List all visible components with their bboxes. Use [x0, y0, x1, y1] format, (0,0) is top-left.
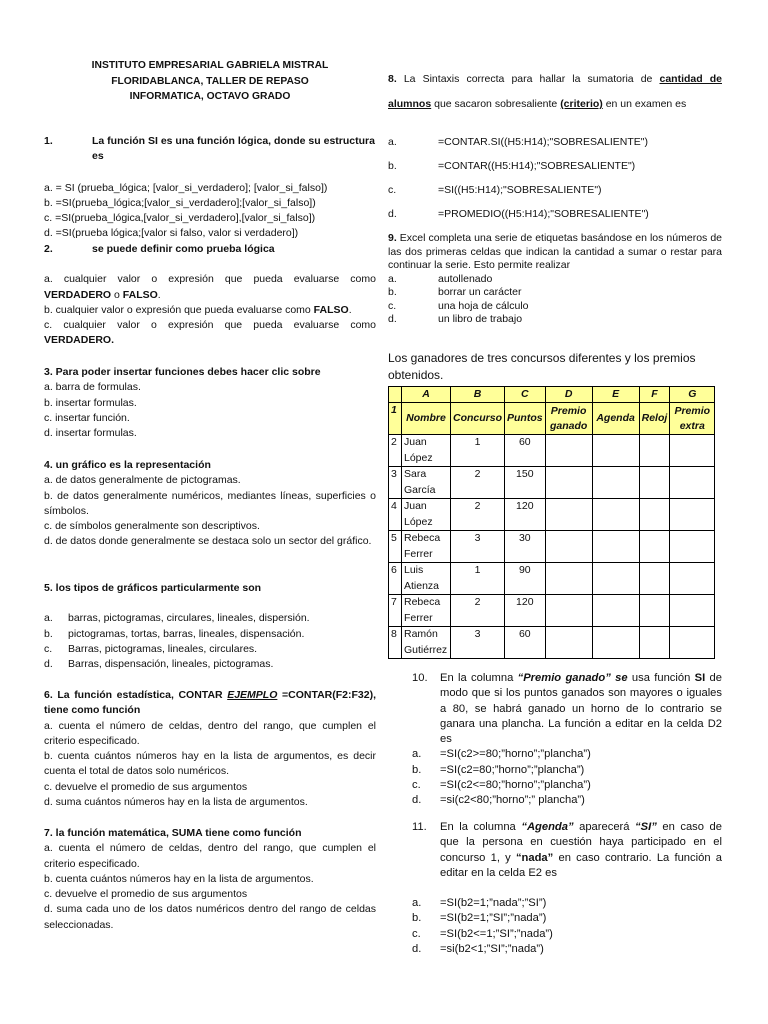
col-letter-c: C	[505, 387, 546, 403]
question-1	[44, 134, 376, 242]
header-puntos: Puntos	[505, 403, 546, 435]
q5-option-b: b. pictogramas, tortas, barras, lineales, dispensación.	[44, 627, 305, 640]
question-4-title: 4. un gráfico es la representación	[44, 459, 211, 471]
row-number: 5	[389, 531, 402, 563]
cell-premio-extra	[670, 627, 715, 659]
question-3	[44, 365, 376, 441]
cell-puntos: 60	[505, 627, 546, 659]
header-premio-ganado: Premio ganado	[545, 403, 592, 435]
header-reloj: Reloj	[639, 403, 670, 435]
cell-puntos: 120	[505, 499, 546, 531]
q8-option-d: d. =PROMEDIO((H5:H14);"SOBRESALIENTE")	[388, 208, 649, 220]
header-premio-extra: Premio extra	[670, 403, 715, 435]
q10-option-c: c. =SI(c2<=80;”horno”;”plancha”)	[412, 779, 591, 792]
header-line-2: FLORIDABLANCA, TALLER DE REPASO	[111, 75, 309, 87]
header-agenda: Agenda	[592, 403, 639, 435]
row-number: 8	[389, 627, 402, 659]
q2-option-a-cont: VERDADERO o FALSO.	[44, 288, 161, 301]
table-column-letters	[389, 387, 715, 403]
question-5	[44, 581, 376, 672]
q10-option-d: d. =si(c2<80;”horno”;” plancha”)	[412, 794, 585, 807]
cell-nombre: Luis Atienza	[402, 563, 451, 595]
q6-option-b: b. cuenta cuántos números hay en la lista de argumentos, es decir cuenta el total de datos solo numéricos.	[44, 750, 376, 778]
cell-reloj	[639, 595, 670, 627]
question-1-options	[44, 181, 376, 242]
q3-option-d: d. insertar formulas.	[44, 427, 137, 440]
q4-option-b: b. de datos generalmente numéricos, mediantes líneas, superficies o símbolos.	[44, 489, 376, 517]
q5-option-d: d. Barras, dispensación, lineales, pictogramas.	[44, 658, 274, 671]
col-letter-f: F	[639, 387, 670, 403]
cell-nombre: Ramón Gutiérrez	[402, 627, 451, 659]
question-2-text: se puede definir como prueba lógica	[92, 243, 275, 255]
cell-premio-extra	[670, 563, 715, 595]
cell-nombre: Juan López	[402, 499, 451, 531]
question-8	[388, 67, 722, 117]
q1-option-a: a. = SI (prueba_lógica; [valor_si_verdadero]; [valor_si_falso])	[44, 181, 328, 194]
header-concurso: Concurso	[451, 403, 505, 435]
q2-option-b: b. cualquier valor o expresión que pueda evaluarse como FALSO.	[44, 303, 352, 316]
q4-option-c: c. de símbolos generalmente son descriptivos.	[44, 520, 260, 533]
q3-option-a: a. barra de formulas.	[44, 381, 141, 394]
row-number: 3	[389, 467, 402, 499]
q11-option-c: c. =SI(b2<=1;”SI”;”nada”)	[412, 927, 553, 940]
q7-option-a: a. cuenta el número de celdas, dentro del rango, que cumplen el criterio especificado.	[44, 842, 376, 870]
cell-agenda	[592, 499, 639, 531]
header-nombre: Nombre	[402, 403, 451, 435]
cell-premio-ganado	[545, 467, 592, 499]
cell-premio-ganado	[545, 627, 592, 659]
q6-option-c: c. devuelve el promedio de sus argumentos	[44, 780, 248, 793]
cell-puntos: 90	[505, 563, 546, 595]
q7-option-d: d. suma cada uno de los datos numéricos dentro del rango de celdas seleccionadas.	[44, 903, 376, 931]
question-6	[44, 688, 376, 810]
question-3-title: 3. Para poder insertar funciones debes hacer clic sobre	[44, 366, 321, 378]
q10-option-a: a. =SI(c2>=80;”horno”;”plancha”)	[412, 748, 591, 761]
q11-option-a: a. =SI(b2=1;”nada”;”SI”)	[412, 897, 547, 910]
cell-concurso: 3	[451, 627, 505, 659]
cell-reloj	[639, 531, 670, 563]
question-11	[412, 820, 722, 957]
q3-option-c: c. insertar función.	[44, 411, 130, 424]
cell-premio-ganado	[545, 531, 592, 563]
row-number: 7	[389, 595, 402, 627]
q8-option-a: a. =CONTAR.SI((H5:H14);"SOBRESALIENTE")	[388, 136, 649, 148]
q2-option-c-cont: VERDADERO.	[44, 334, 115, 347]
cell-puntos: 60	[505, 435, 546, 467]
q6-option-a: a. cuenta el número de celdas, dentro del rango, que cumplen el criterio especificado.	[44, 719, 376, 747]
table-row	[389, 595, 715, 627]
q5-option-a: a. barras, pictogramas, circulares, lineales, dispersión.	[44, 612, 310, 625]
row-number: 2	[389, 435, 402, 467]
question-2-options	[44, 272, 376, 348]
cell-premio-ganado	[545, 595, 592, 627]
q9-option-d: d. un libro de trabajo	[388, 313, 523, 325]
cell-agenda	[592, 435, 639, 467]
q4-option-a: a. de datos generalmente de pictogramas.	[44, 474, 241, 487]
q9-option-c: c. una hoja de cálculo	[388, 299, 529, 312]
question-8-options	[388, 130, 722, 226]
q1-option-b: b. =SI(prueba_lógica;[valor_si_verdadero];[valor_si_falso])	[44, 196, 316, 209]
cell-premio-ganado	[545, 499, 592, 531]
table-row	[389, 467, 715, 499]
cell-premio-extra	[670, 499, 715, 531]
cell-premio-extra	[670, 467, 715, 499]
document-header	[44, 58, 376, 105]
q8-option-c: c. =SI((H5:H14);"SOBRESALIENTE")	[388, 184, 602, 196]
cell-agenda	[592, 467, 639, 499]
corner-cell	[389, 387, 402, 403]
question-2-number: 2.	[44, 243, 53, 255]
question-5-title: 5. los tipos de gráficos particularmente son	[44, 582, 262, 594]
header-line-1: INSTITUTO EMPRESARIAL GABRIELA MISTRAL	[91, 60, 329, 71]
cell-agenda	[592, 531, 639, 563]
table-row	[389, 531, 715, 563]
question-11-text: 11. En la columna “Agenda” aparecerá “SI” en caso de que la persona en cuestión haya participado en el concurso 1, y “nada” en caso contrario. La función a editar en la celda E2 es	[412, 821, 722, 879]
question-1-number: 1.	[44, 135, 53, 147]
col-letter-a: A	[402, 387, 451, 403]
question-6-title: 6. La función estadística, CONTAR EJEMPLO =CONTAR(F2:F32), tiene como función	[44, 689, 376, 717]
cell-reloj	[639, 563, 670, 595]
cell-premio-ganado	[545, 435, 592, 467]
cell-premio-extra	[670, 531, 715, 563]
question-2-title	[44, 242, 376, 257]
cell-agenda	[592, 595, 639, 627]
cell-nombre: Rebeca Ferrer	[402, 595, 451, 627]
cell-concurso: 3	[451, 531, 505, 563]
question-10	[412, 671, 722, 809]
cell-agenda	[592, 627, 639, 659]
col-letter-b: B	[451, 387, 505, 403]
table-caption: Los ganadores de tres concursos diferentes y los premios obtenidos.	[388, 351, 696, 382]
question-2	[44, 242, 376, 349]
cell-concurso: 1	[451, 563, 505, 595]
question-4	[44, 458, 376, 550]
cell-reloj	[639, 467, 670, 499]
q11-option-b: b. =SI(b2=1;”SI”;”nada”)	[412, 912, 547, 925]
question-7-title: 7. la función matemática, SUMA tiene como función	[44, 827, 302, 839]
q8-option-b: b. =CONTAR((H5:H14);"SOBRESALIENTE")	[388, 160, 636, 172]
table-row	[389, 435, 715, 467]
cell-concurso: 2	[451, 467, 505, 499]
cell-premio-ganado	[545, 563, 592, 595]
cell-reloj	[639, 435, 670, 467]
cell-puntos: 30	[505, 531, 546, 563]
cell-nombre: Rebeca Ferrer	[402, 531, 451, 563]
q7-option-b: b. cuenta cuántos números hay en la lista de argumentos.	[44, 872, 314, 885]
question-10-text: 10. En la columna “Premio ganado” se usa función SI de modo que si los puntos ganados son mayores o iguales a 80, se habrá ganado un horno de lo contrario se ganara una plancha. La función a editar en la celda D2 es	[412, 672, 722, 746]
q6-option-d: d. suma cuántos números hay en la lista de argumentos.	[44, 796, 308, 809]
results-table	[388, 386, 715, 659]
cell-concurso: 2	[451, 499, 505, 531]
question-8-title: 8. La Sintaxis correcta para hallar la sumatoria de cantidad de alumnos que sacaron sobresaliente (criterio) en un examen es	[388, 73, 722, 110]
question-9-text: 9. Excel completa una serie de etiquetas basándose en los números de las dos primeras celdas que indican la cantidad a sumar o restar para continuar la serie. Esto permite realizar	[388, 232, 722, 271]
q1-option-d: d. =SI(prueba lógica;[valor si falso, valor si verdadero])	[44, 227, 299, 240]
cell-puntos: 150	[505, 467, 546, 499]
question-9	[388, 232, 722, 327]
q10-option-b: b. =SI(c2=80;”horno”;”plancha”)	[412, 763, 585, 776]
q7-option-c: c. devuelve el promedio de sus argumentos	[44, 888, 248, 901]
q4-option-d: d. de datos donde generalmente se destaca solo un sector del gráfico.	[44, 535, 372, 548]
cell-puntos: 120	[505, 595, 546, 627]
q2-option-c: c. cualquier valor o expresión que pueda evaluarse como	[44, 319, 376, 332]
question-7	[44, 826, 376, 933]
cell-nombre: Sara García	[402, 467, 451, 499]
cell-concurso: 2	[451, 595, 505, 627]
question-11-options	[412, 896, 722, 957]
question-1-text: La función SI es una función lógica, donde su estructura es	[92, 135, 375, 163]
cell-agenda	[592, 563, 639, 595]
question-1-title	[44, 134, 376, 165]
q1-option-c: c. =SI(prueba_lógica,[valor_si_verdadero],[valor_si_falso])	[44, 212, 316, 225]
table-header-row	[389, 403, 715, 435]
table-row	[389, 499, 715, 531]
question-5-options	[44, 611, 376, 672]
header-rownum: 1	[389, 403, 402, 435]
q5-option-c: c. Barras, pictogramas, lineales, circulares.	[44, 642, 258, 655]
col-letter-d: D	[545, 387, 592, 403]
table-row	[389, 627, 715, 659]
q11-option-d: d. =si(b2<1;”SI”;”nada”)	[412, 943, 544, 956]
q9-option-b: b. borrar un carácter	[388, 286, 522, 298]
col-letter-e: E	[592, 387, 639, 403]
q9-option-a: a. autollenado	[388, 272, 493, 285]
row-number: 4	[389, 499, 402, 531]
cell-reloj	[639, 499, 670, 531]
row-number: 6	[389, 563, 402, 595]
cell-nombre: Juan López	[402, 435, 451, 467]
cell-premio-extra	[670, 595, 715, 627]
q2-option-a: a. cualquier valor o expresión que pueda evaluarse como	[44, 273, 376, 286]
table-row	[389, 563, 715, 595]
col-letter-g: G	[670, 387, 715, 403]
q3-option-b: b. insertar formulas.	[44, 396, 137, 409]
cell-premio-extra	[670, 435, 715, 467]
header-line-3: INFORMATICA, OCTAVO GRADO	[129, 91, 291, 102]
cell-reloj	[639, 627, 670, 659]
cell-concurso: 1	[451, 435, 505, 467]
